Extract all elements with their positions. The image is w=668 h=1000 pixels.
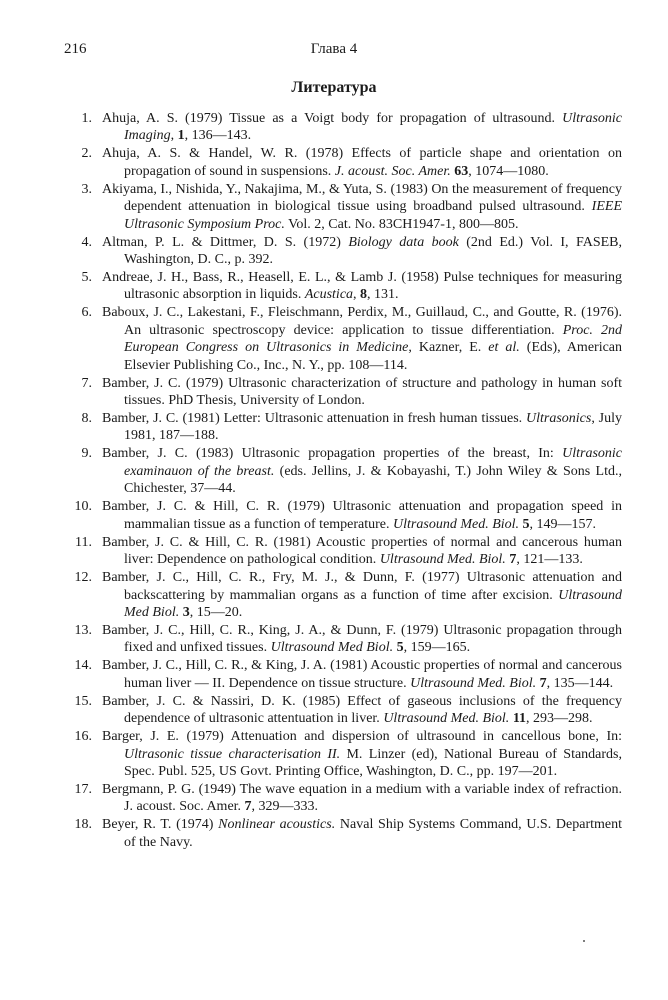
reference-italic-segment: IEEE Ultrasonic Symposium Proc. [124, 199, 622, 232]
reference-italic-segment: Nonlinear acoustics. [218, 817, 336, 833]
reference-segment: Bamber, J. C. (1981) Letter: Ultrasonic attenuation in fresh human tissues. [102, 411, 526, 427]
reference-item [64, 181, 622, 233]
section-title: Литература [291, 79, 377, 96]
reference-segment: , 15—20. [189, 604, 243, 620]
reference-text [102, 110, 622, 145]
reference-segment: , 149—157. [529, 516, 597, 532]
reference-text [102, 304, 622, 374]
reference-number: 6. [81, 305, 92, 321]
reference-number: 9. [81, 446, 92, 462]
reference-number: 13. [74, 622, 92, 638]
reference-text [102, 693, 622, 728]
reference-item [64, 622, 622, 657]
reference-text [102, 569, 622, 621]
reference-segment: Bamber, J. C., Hill, C. R., King, J. A., & Dunn, F. (1979) Ultrasonic propagation through fixed and unfixed tissues. [102, 622, 622, 656]
reference-segment: Bamber, J. C. (1979) Ultrasonic characterization of structure and pathology in human soft tissues. PhD Thesis, University of London. [102, 375, 622, 409]
reference-item [64, 693, 622, 728]
reference-segment: , 136—143. [184, 128, 252, 144]
reference-item [64, 110, 622, 145]
reference-number: 12. [74, 570, 92, 586]
reference-italic-segment: Ultrasonic examinauon of the breast. [124, 446, 622, 479]
reference-segment: Akiyama, I., Nishida, Y., Nakajima, M., & Yuta, S. (1983) On the measurement of frequency dependent attenuation in biological tissue using broadband pulsed ultrasound. [102, 181, 622, 215]
reference-segment: , 1074—1080. [468, 163, 549, 179]
reference-number: 7. [81, 375, 92, 391]
reference-item [64, 534, 622, 569]
reference-item [64, 375, 622, 410]
reference-segment: (eds. Jellins, J. & Kobayashi, T.) John Wiley & Sons Ltd., Chichester, 37—44. [124, 463, 622, 497]
reference-italic-segment: Ultrasound Med. Biol. [393, 516, 520, 532]
page-number: 216 [64, 41, 87, 57]
reference-text [102, 728, 622, 780]
reference-text [102, 816, 622, 851]
reference-bold-segment: 7 [539, 675, 547, 691]
reference-item [64, 145, 622, 180]
reference-bold-segment: 5 [522, 516, 530, 532]
reference-segment: Baboux, J. C., Lakestani, F., Fleischmann, Perdix, M., Guillaud, C., and Goutte, R. (1976). An ultrasonic spectroscopy device: application to tissue differentiation. [102, 305, 622, 338]
reference-segment: , Kazner, E. [408, 340, 489, 356]
reference-italic-segment: Proc. 2nd European Congress on Ultrasonics in Medicine [124, 322, 622, 356]
chapter-header: Глава 4 [310, 41, 358, 57]
reference-number: 10. [74, 499, 92, 515]
reference-segment: Barger, J. E. (1979) Attenuation and dispersion of ultrasound in cancellous bone, In: [102, 729, 622, 745]
reference-number: 8. [81, 411, 92, 427]
reference-italic-segment: Biology data book [348, 234, 459, 250]
reference-number: 17. [74, 781, 92, 797]
reference-segment: Bamber, J. C. & Hill, C. R. (1981) Acoustic properties of normal and cancerous human liver: Dependence on pathological condition. [102, 534, 622, 568]
reference-text [102, 375, 622, 410]
reference-item [64, 269, 622, 304]
reference-item [64, 445, 622, 497]
reference-bold-segment: 5 [396, 640, 404, 656]
reference-segment: , [170, 128, 178, 144]
reference-text [102, 534, 622, 569]
reference-number: 4. [81, 234, 92, 250]
reference-item [64, 657, 622, 692]
reference-italic-segment: Ultrasound Med. Biol. [379, 552, 506, 568]
reference-bold-segment: 11 [512, 711, 527, 727]
reference-number: 1. [81, 111, 92, 126]
reference-text [102, 781, 622, 816]
reference-text [102, 145, 622, 180]
reference-segment: Naval Ship Systems Command, U.S. Department of the Navy. [124, 817, 623, 850]
reference-item [64, 410, 622, 445]
reference-segment: Altman, P. L. & Dittmer, D. S. (1972) [102, 234, 349, 250]
reference-segment: M. Linzer (ed), National Bureau of Standards, Spec. Publ. 525, US Govt. Printing Office, Washington, D. C., pp. 197—201. [124, 746, 623, 779]
reference-bold-segment: 3 [182, 604, 190, 620]
reference-italic-segment: Ultrasonics [526, 411, 592, 427]
reference-segment: , [353, 287, 361, 303]
reference-number: 15. [74, 693, 92, 709]
reference-item [64, 304, 622, 374]
reference-segment: Bergmann, P. G. (1949) The wave equation in a medium with a variable index of refraction. J. acoust. Soc. Amer. [102, 781, 622, 815]
reference-item [64, 498, 622, 533]
reference-segment: Ahuja, A. S. & Handel, W. R. (1978) Effects of particle shape and orientation on propagation of sound in suspensions. [102, 146, 622, 179]
reference-item [64, 569, 622, 621]
reference-italic-segment: Ultrasound Med Biol. [270, 640, 394, 656]
reference-bold-segment: 63 [454, 163, 469, 179]
reference-number: 3. [81, 181, 92, 197]
reference-text [102, 498, 622, 533]
reference-bold-segment: 7 [244, 799, 252, 815]
reference-italic-segment: Ultrasonic Imaging [124, 111, 622, 144]
reference-italic-segment: Acustica [304, 287, 354, 303]
reference-italic-segment: Ultrasonic tissue characterisation II. [124, 746, 341, 762]
reference-segment: Bamber, J. C., Hill, C. R., Fry, M. J., & Dunn, F. (1977) Ultrasonic attenuation and backscattering by mammalian organs as a function of time after excision. [102, 570, 622, 603]
reference-italic-segment: et al. [488, 340, 520, 356]
reference-text [102, 269, 622, 304]
reference-segment: , 293—298. [526, 711, 593, 727]
reference-list [64, 110, 622, 852]
reference-segment: Bamber, J. C. (1983) Ultrasonic propagation properties of the breast, In: [102, 446, 563, 462]
reference-number: 16. [74, 729, 92, 745]
reference-text [102, 181, 622, 233]
reference-bold-segment: 8 [360, 287, 368, 303]
reference-segment: (2nd Ed.) Vol. I, FASEB, Washington, D. C., p. 392. [124, 234, 623, 268]
reference-bold-segment: 1 [177, 128, 185, 144]
reference-number: 18. [74, 817, 92, 833]
reference-item [64, 781, 622, 816]
reference-number: 2. [81, 146, 92, 162]
reference-italic-segment: Ultrasound Med. Biol. [410, 675, 537, 691]
reference-text [102, 445, 622, 497]
reference-item [64, 816, 622, 851]
reference-segment: (Eds), American Elsevier Publishing Co., Inc., N. Y., pp. 108—114. [124, 340, 623, 373]
reference-segment: Vol. 2, Cat. No. 83CH1947-1, 800—805. [284, 216, 519, 232]
reference-bold-segment: 7 [509, 552, 517, 568]
reference-segment: Bamber, J. C., Hill, C. R., & King, J. A. (1981) Acoustic properties of normal and cancerous human liver — II. Dependence on tissue structure. [102, 658, 622, 691]
reference-segment: Andreae, J. H., Bass, R., Heasell, E. L., & Lamb J. (1958) Pulse techniques for measuring ultrasonic absorption in liquids. [102, 270, 622, 303]
reference-text [102, 622, 622, 657]
reference-segment: Beyer, R. T. (1974) [102, 817, 219, 833]
reference-segment: , 131. [367, 287, 399, 303]
reference-italic-segment: J. acoust. Soc. Amer. [334, 163, 451, 179]
reference-segment: , 135—144. [546, 675, 614, 691]
reference-number: 11. [75, 534, 92, 550]
reference-text [102, 410, 622, 445]
print-speck [583, 940, 585, 942]
reference-text [102, 234, 622, 269]
reference-segment: Ahuja, A. S. (1979) Tissue as a Voigt body for propagation of ultrasound. [102, 111, 563, 126]
reference-italic-segment: Ultrasound Med. Biol. [383, 711, 510, 727]
reference-segment: , July 1981, 187—188. [124, 411, 622, 444]
reference-item [64, 728, 622, 780]
reference-item [64, 234, 622, 269]
reference-text [102, 657, 622, 692]
reference-segment: , 159—165. [403, 640, 471, 656]
reference-segment: Bamber, J. C. & Hill, C. R. (1979) Ultrasonic attenuation and propagation speed in mammalian tissue as a function of temperature. [102, 499, 622, 532]
reference-italic-segment: Ultrasound Med Biol. [124, 587, 622, 620]
reference-number: 5. [81, 270, 92, 286]
reference-segment: , 121—133. [516, 552, 583, 568]
reference-segment: Bamber, J. C. & Nassiri, D. K. (1985) Effect of gaseous inclusions of the frequency dependence of ultrasonic attentuation in liver. [102, 693, 622, 727]
reference-segment: , 329—333. [251, 799, 319, 815]
reference-number: 14. [74, 658, 92, 674]
